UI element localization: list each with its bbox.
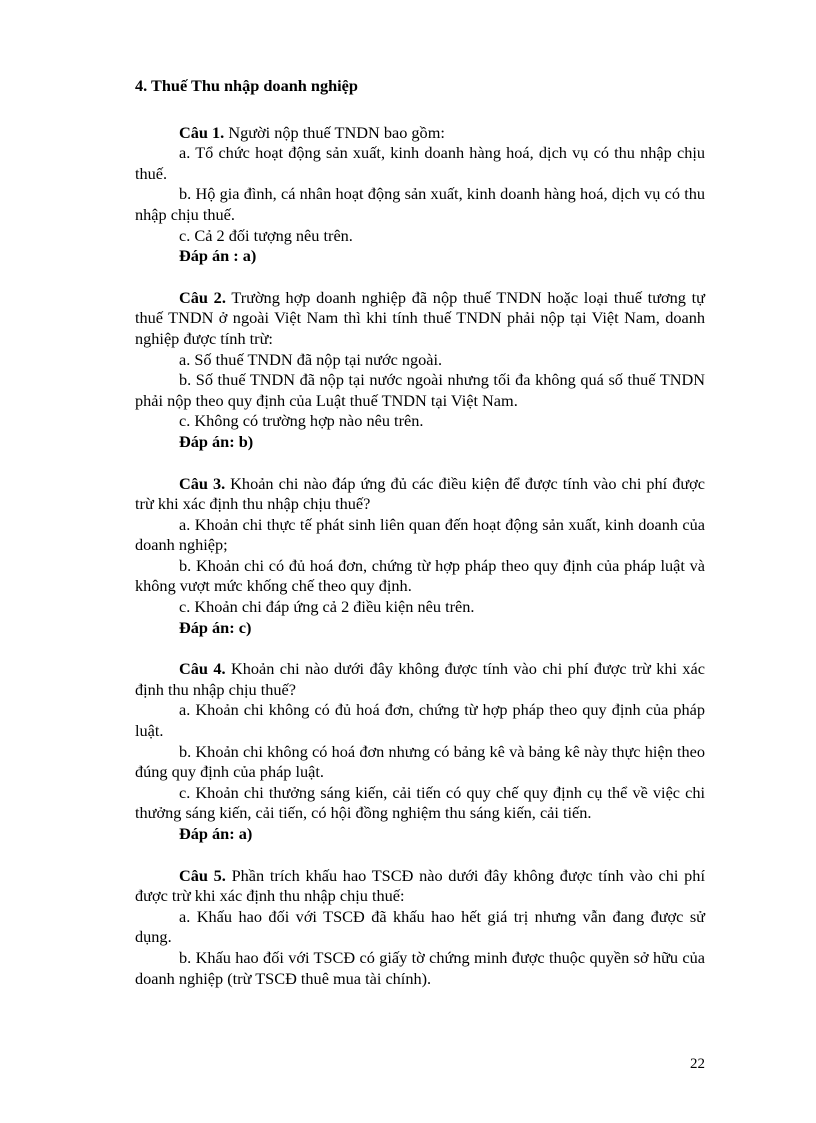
option-c: c. Cả 2 đối tượng nêu trên. [179,225,353,245]
option-b: b. Khoản chi có đủ hoá đơn, chứng từ hợp pháp theo quy định của pháp luật và không vượt mức khống chế theo quy định. [135,555,705,596]
page-content [135,76,705,1010]
question-text [135,288,705,350]
option-b: b. Số thuế TNDN đã nộp tại nước ngoài nhưng tối đa không quá số thuế TNDN phải nộp theo quy định của Luật thuế TNDN tại Việt Nam. [135,370,705,410]
section-title: 4. Thuế Thu nhập doanh nghiệp [135,76,358,95]
answer: Đáp án: a) [179,824,253,843]
page-number: 22 [690,1056,705,1072]
question-stem: Trường hợp doanh nghiệp đã nộp thuế TNDN hoặc loại thuế tương tự thuế TNDN ở ngoài Việt Nam thì khi tính thuế TNDN phải nộp tại Việt Nam, doanh nghiệp được tính trừ: [135,287,705,348]
option-c: c. Khoản chi thưởng sáng kiến, cải tiến có quy chế quy định cụ thể về việc chi thưởng sáng kiến, cải tiến, có hội đồng nghiệm thu sáng kiến, cải tiến. [135,782,705,823]
question-stem: Người nộp thuế TNDN bao gồm: [228,122,445,142]
question-text [135,123,705,144]
question-4 [135,659,705,844]
question-text [135,659,705,700]
question-number: Câu 3. [179,473,226,493]
option-c: c. Khoản chi đáp ứng cả 2 điều kiện nêu trên. [179,597,475,617]
question-number: Câu 1. [179,122,225,142]
option-c: c. Không có trường hợp nào nêu trên. [179,411,424,431]
question-text [135,866,705,907]
question-stem: Phần trích khấu hao TSCĐ nào dưới đây không được tính vào chi phí được trừ khi xác định thu nhập chịu thuế: [135,865,705,906]
answer: Đáp án : a) [179,246,257,266]
question-1 [135,123,705,267]
option-a: a. Khoản chi không có đủ hoá đơn, chứng từ hợp pháp theo quy định của pháp luật. [135,700,705,741]
question-5 [135,866,705,990]
option-a: a. Tổ chức hoạt động sản xuất, kinh doanh hàng hoá, dịch vụ có thu nhập chịu thuế. [135,143,705,183]
option-a: a. Số thuế TNDN đã nộp tại nước ngoài. [179,349,443,369]
question-number: Câu 4. [179,659,226,679]
answer: Đáp án: c) [179,617,252,637]
answer: Đáp án: b) [179,431,254,451]
option-a: a. Khoản chi thực tế phát sinh liên quan đến hoạt động sản xuất, kinh doanh của doanh nghiệp; [135,514,705,555]
option-b: b. Hộ gia đình, cá nhân hoạt động sản xuất, kinh doanh hàng hoá, dịch vụ có thu nhập chịu thuế. [135,184,705,224]
option-b: b. Khấu hao đối với TSCĐ có giấy tờ chứng minh được thuộc quyền sở hữu của doanh nghiệp (trừ TSCĐ thuê mua tài chính). [135,947,705,988]
question-number: Câu 5. [179,865,226,885]
question-text [135,474,705,515]
question-2 [135,288,705,453]
question-3 [135,474,705,639]
question-number: Câu 2. [179,287,226,307]
option-b: b. Khoản chi không có hoá đơn nhưng có bảng kê và bảng kê này thực hiện theo đúng quy định của pháp luật. [135,741,705,782]
question-stem: Khoản chi nào đáp ứng đủ các điều kiện để được tính vào chi phí được trừ khi xác định thu nhập chịu thuế? [135,473,705,514]
option-a: a. Khấu hao đối với TSCĐ đã khấu hao hết giá trị nhưng vẫn đang được sử dụng. [135,906,705,947]
question-stem: Khoản chi nào dưới đây không được tính vào chi phí được trừ khi xác định thu nhập chịu thuế? [135,659,705,699]
